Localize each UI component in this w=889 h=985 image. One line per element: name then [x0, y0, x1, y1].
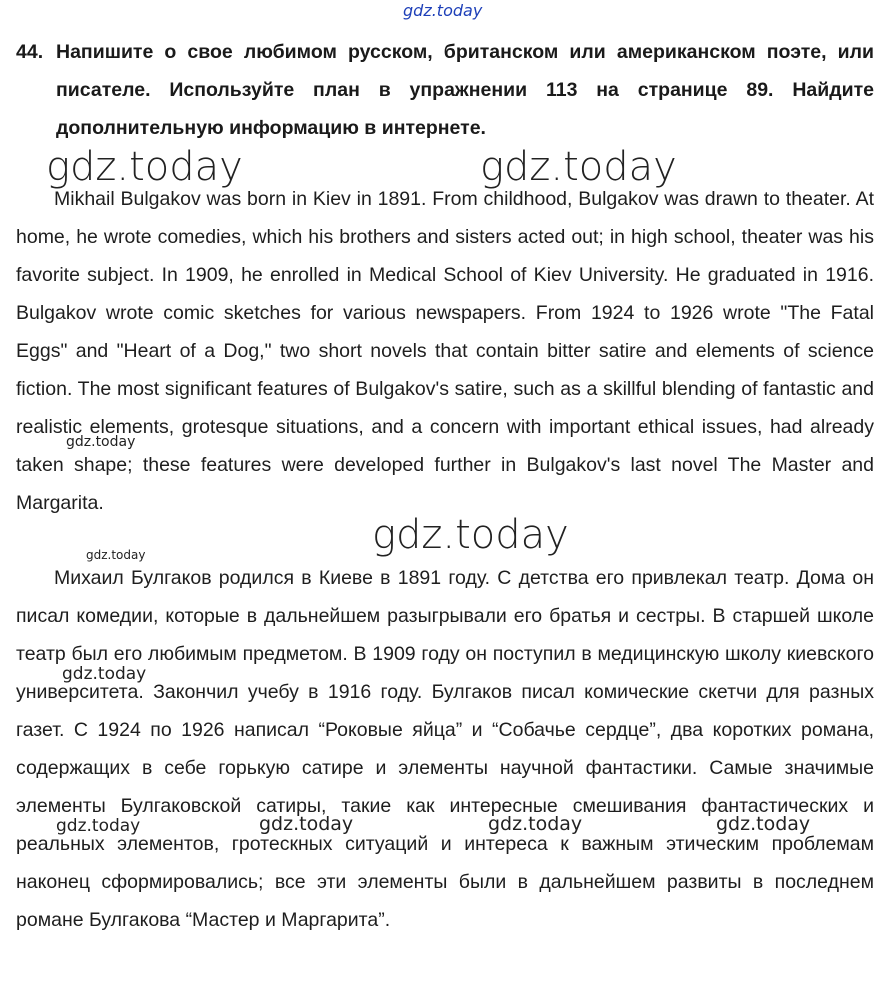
watermark-medium: gdz.today: [62, 664, 147, 684]
russian-paragraph: Михаил Булгаков родился в Киеве в 1891 году. С детства его привлекал театр. Дома он писал комедии, которые в дальнейшем разыгрывали его братья и сестры. В старшей школе театр был его любимым предметом. В 1909 году он поступил в медицинскую школу киевского университета. Закончил учебу в 1916 году. Булгаков писал комические скетчи для разных газет. С 1924 по 1926 написал “Роковые яйца” и “Собачье сердце”, два коротких романа, содержащих в себе горькую сатире и элементы научной фантастики. Самые значимые элементы Булгаковской сатиры, такие как интересные смешивания фантастических и реальных элементов, гротескных ситуаций и интереса к важным этическим проблемам наконец сформировались; все эти элементы были в дальнейшем развиты в последнем романе Булгакова “Мастер и Маргарита”.: [16, 567, 874, 931]
task-text: Напишите о свое любимом русском, британском или американском поэте, или писателе. Используйте план в упражнении 113 на странице 89. Найдите дополнительную информацию в интернете.: [56, 41, 874, 139]
english-paragraph: Mikhail Bulgakov was born in Kiev in 1891. From childhood, Bulgakov was drawn to theater. At home, he wrote comedies, which his brothers and sisters acted out; in high school, theater was his favorite subject. In 1909, he enrolled in Medical School of Kiev University. He graduated in 1916. Bulgakov wrote comic sketches for various newspapers. From 1924 to 1926 wrote "The Fatal Eggs" and "Heart of a Dog," two short novels that contain bitter satire and elements of science fiction. The most significant features of Bulgakov's satire, such as a skillful blending of fantastic and realistic elements, grotesque situations, and a concern with important ethical issues, had already taken shape; these features were developed further in Bulgakov's last novel The Master and Margarita.: [16, 188, 874, 514]
watermark-large: gdz.today: [372, 512, 569, 558]
watermark-large: gdz.today: [46, 144, 243, 190]
watermark-medium: gdz.today: [56, 816, 141, 836]
watermark-medium: gdz.today: [716, 813, 811, 835]
watermark-small: gdz.today: [66, 434, 136, 450]
watermark-large: gdz.today: [480, 144, 677, 190]
task-number: 44.: [16, 41, 44, 63]
watermark-medium: gdz.today: [488, 813, 583, 835]
watermark-small: gdz.today: [86, 548, 146, 562]
task-heading: [16, 33, 874, 147]
watermark-top: gdz.today: [403, 1, 483, 20]
watermark-medium: gdz.today: [259, 813, 354, 835]
